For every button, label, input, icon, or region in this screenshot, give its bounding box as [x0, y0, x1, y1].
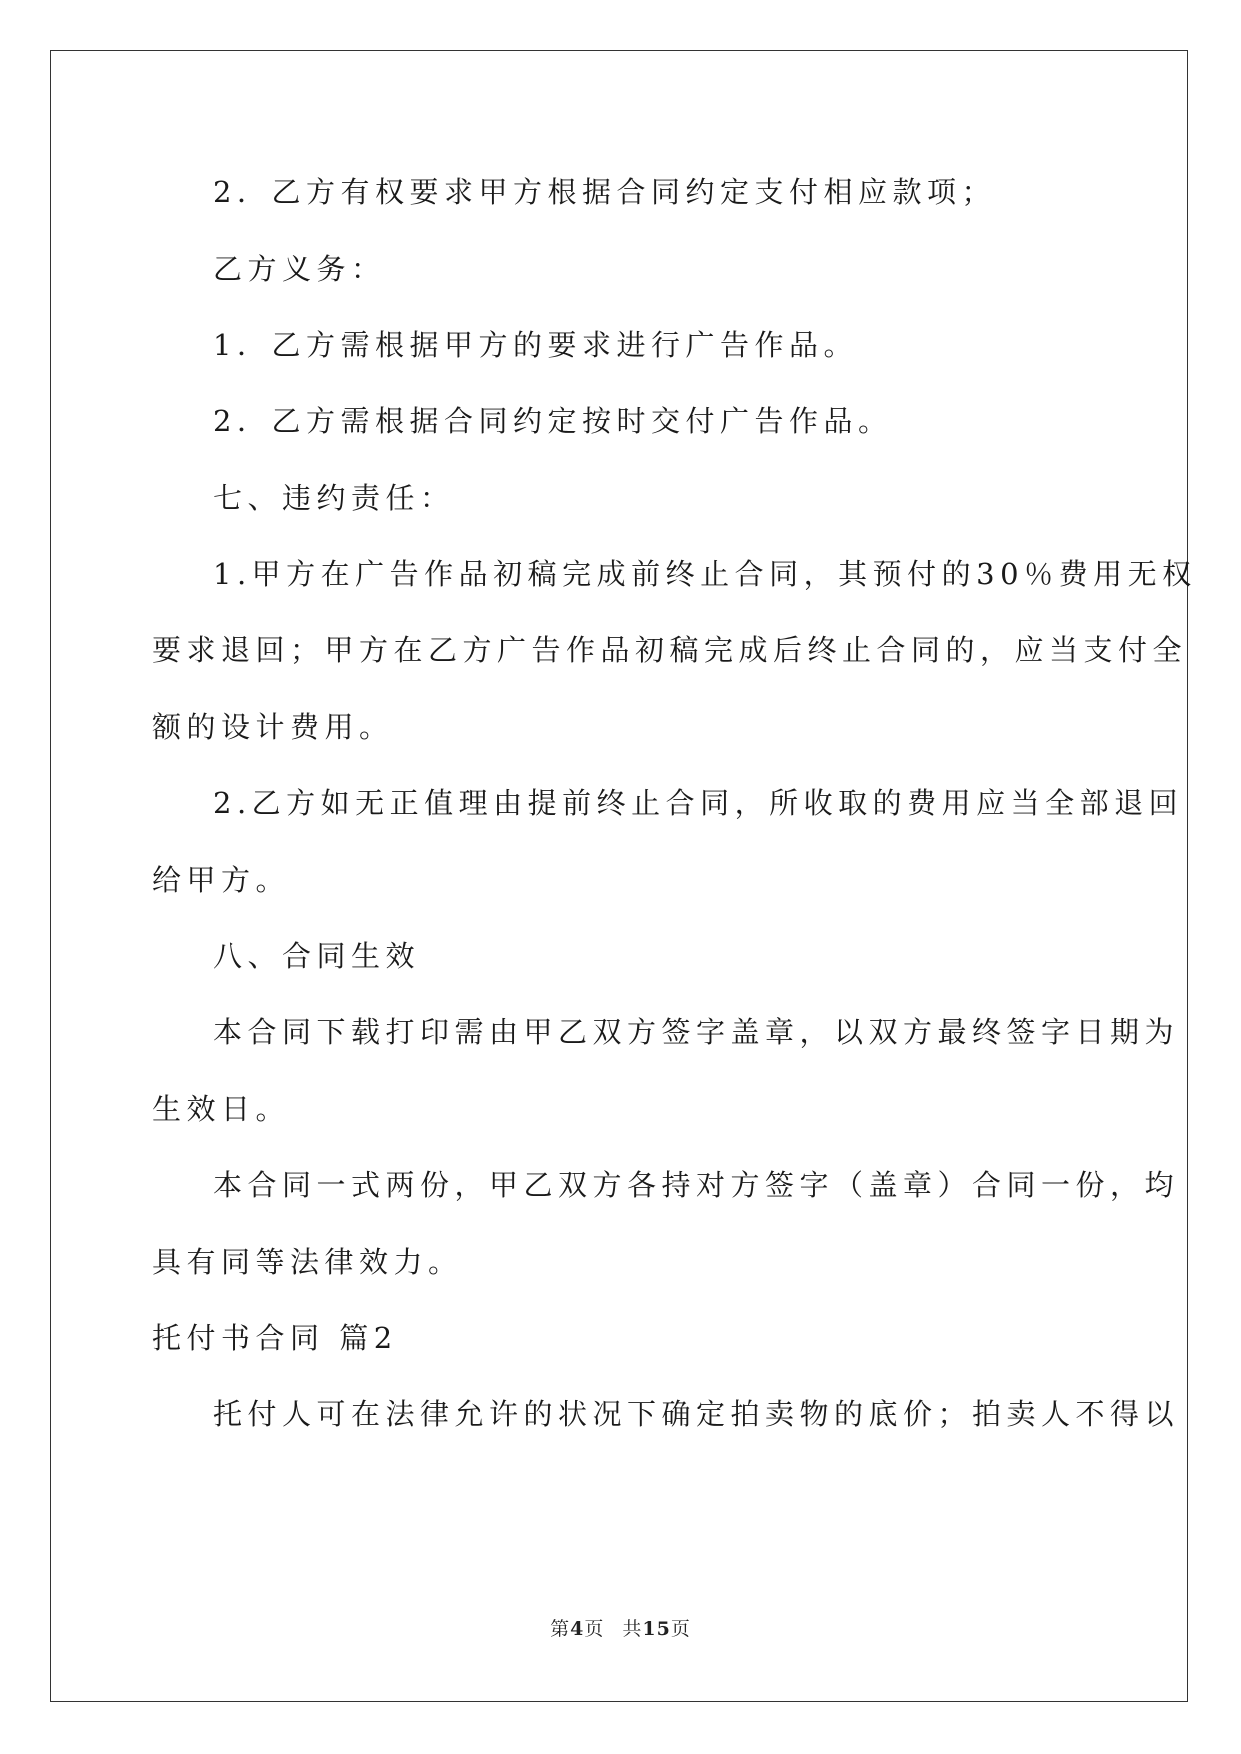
- total-prefix: 共: [622, 1618, 643, 1640]
- text-line: 1.甲方在广告作品初稿完成前终止合同，其预付的30％费用无权: [213, 557, 1197, 591]
- section-heading: 八、合同生效: [213, 939, 421, 973]
- text-line: 给甲方。: [152, 863, 291, 897]
- page-current: 4: [570, 1618, 585, 1640]
- text-line: 具有同等法律效力。: [152, 1245, 463, 1279]
- page-prefix: 第: [550, 1618, 571, 1640]
- text-line: 生效日。: [152, 1092, 291, 1126]
- text-line: 1．乙方需根据甲方的要求进行广告作品。: [213, 328, 858, 362]
- text-line: 额的设计费用。: [152, 710, 394, 744]
- text-line: 2．乙方需根据合同约定按时交付广告作品。: [213, 404, 893, 438]
- text-line: 本合同一式两份，甲乙双方各持对方签字（盖章）合同一份，均: [213, 1168, 1180, 1202]
- page-total: 15: [642, 1618, 671, 1640]
- text-line: 本合同下载打印需由甲乙双方签字盖章，以双方最终签字日期为: [213, 1015, 1180, 1049]
- text-line: 乙方义务：: [213, 252, 386, 286]
- page-footer: [0, 1614, 1241, 1641]
- section-heading: 七、违约责任：: [213, 481, 455, 515]
- text-line: 托付人可在法律允许的状况下确定拍卖物的底价；拍卖人不得以: [213, 1397, 1180, 1431]
- page-suffix: 页: [584, 1618, 605, 1640]
- text-line: 2．乙方有权要求甲方根据合同约定支付相应款项；: [213, 175, 996, 209]
- text-line: 要求退回；甲方在乙方广告作品初稿完成后终止合同的，应当支付全: [152, 633, 1188, 667]
- article-title: 托付书合同 篇2: [152, 1321, 398, 1355]
- total-suffix: 页: [670, 1618, 691, 1640]
- text-line: 2.乙方如无正值理由提前终止合同，所收取的费用应当全部退回: [213, 786, 1184, 820]
